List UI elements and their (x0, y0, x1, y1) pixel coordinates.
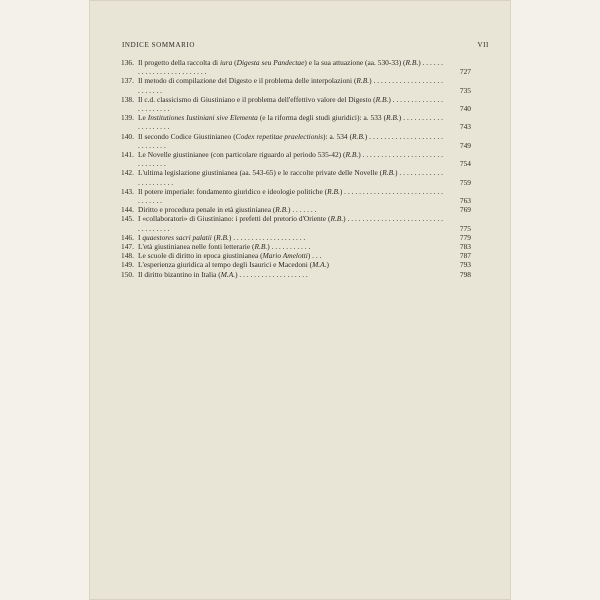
toc-entry-title: Il c.d. classicismo di Giustiniano e il problema dell'effettivo valore del Digesto (R.B.) . . . . . . . . . . . . . . . . . . . . . . . (138, 94, 443, 114)
toc-entry-title: Le Institutiones Iustiniani sive Elementa (e la riforma degli studi giuridici): a. 533 (R.B.) . . . . . . . . . . . . . . . . . . . . (138, 113, 443, 132)
toc-entry-page: 779 (459, 232, 471, 242)
toc-entry-page: 783 (459, 242, 471, 252)
toc-entry-page: 749 (459, 140, 471, 150)
toc-entry (121, 251, 471, 260)
toc-entry (121, 58, 471, 76)
toc-entry-title: Il potere imperiale: fondamento giuridico e ideologie politiche (R.B.) . . . . . . . . . . . . . . . . . . . . . . . . . . . . . . . . . . (138, 186, 443, 206)
toc-entry-number: 136. (121, 58, 134, 67)
toc-entry-page: 740 (459, 104, 471, 114)
toc-entry-page: 743 (459, 122, 471, 132)
toc-entry (121, 260, 471, 269)
toc-entry-page: 775 (459, 223, 471, 233)
toc-entry (121, 214, 471, 232)
toc-entry-title: L'esperienza giuridica al tempo degli Isaurici e Macedoni (M.A.) (138, 260, 329, 270)
table-of-contents (121, 58, 471, 279)
toc-entry-title: Diritto e procedura penale in età giustinianea (R.B.) . . . . . . . (138, 205, 317, 215)
toc-entry-number: 140. (121, 131, 134, 141)
toc-entry-title: Il progetto della raccolta di iura (Digesta seu Pandectae) e la sua attuazione (aa. 530-33) (R.B.) . . . . . . . . . . . . . . . . . . . . . . . . . (138, 58, 443, 77)
toc-entry-page: 759 (459, 177, 471, 187)
toc-entry (121, 270, 471, 279)
toc-entry-title: Il secondo Codice Giustinianeo (Codex repetitae praelectionis): a. 534 (R.B.) . . . . . . . . . . . . . . . . . . . . . . . . . . . . (138, 131, 443, 150)
toc-entry-number: 139. (121, 113, 134, 123)
toc-entry-page: 763 (459, 196, 471, 206)
toc-entry-page: 727 (459, 67, 471, 77)
toc-entry (121, 187, 471, 205)
toc-entry (121, 76, 471, 94)
toc-entry (121, 132, 471, 150)
toc-entry-number: 142. (121, 168, 134, 178)
toc-entry-page: 798 (459, 269, 471, 279)
toc-entry-title: I «collaboratori» di Giustiniano: i prefetti del pretorio d'Oriente (R.B.) . . . . . . . . . . . . . . . . . . . . . . . . . . . . . . . . . . . (138, 214, 443, 233)
toc-entry-title: Il diritto bizantino in Italia (M.A.) . . . . . . . . . . . . . . . . . . . (138, 269, 308, 279)
toc-entry-number: 148. (121, 251, 134, 261)
toc-entry (121, 113, 471, 131)
toc-entry-title: Le Novelle giustinianee (con particolare riguardo al periodo 535-42) (R.B.) . . . . . . . . . . . . . . . . . . . . . . . . . . . . . . (138, 150, 443, 169)
toc-entry (121, 150, 471, 168)
toc-entry-number: 138. (121, 94, 134, 104)
toc-entry-number: 144. (121, 205, 134, 215)
running-header (122, 41, 489, 49)
toc-entry-page: 735 (459, 85, 471, 95)
toc-entry-number: 149. (121, 260, 134, 270)
toc-entry-number: 141. (121, 150, 134, 160)
toc-entry-title: Le scuole di diritto in epoca giustinianea (Mario Amelotti) . . . (138, 251, 322, 261)
toc-entry-title: Il metodo di compilazione del Digesto e il problema delle interpolazioni (R.B.) . . . . . . . . . . . . . . . . . . . . . . . . . . (138, 76, 443, 95)
header-title: INDICE SOMMARIO (122, 41, 195, 49)
toc-entry-number: 137. (121, 76, 134, 86)
toc-entry-number: 146. (121, 232, 134, 242)
toc-entry-number: 145. (121, 214, 134, 224)
toc-entry-title: L'ultima legislazione giustinianea (aa. 543-65) e le raccolte private delle Novelle (R.B.) . . . . . . . . . . . . . . . . . . . . . . (138, 168, 443, 187)
toc-entry (121, 233, 471, 242)
toc-entry (121, 95, 471, 113)
toc-entry-number: 143. (121, 186, 134, 196)
book-page (89, 0, 511, 600)
toc-entry (121, 168, 471, 186)
toc-entry-page: 793 (459, 260, 471, 270)
toc-entry-page: 769 (459, 205, 471, 215)
toc-entry-title: I quaestores sacri palatii (R.B.) . . . . . . . . . . . . . . . . . . . . (138, 232, 306, 242)
toc-entry (121, 205, 471, 214)
toc-entry-title: L'età giustinianea nelle fonti letterarie (R.B.) . . . . . . . . . . . (138, 242, 311, 252)
toc-entry-number: 150. (121, 269, 134, 279)
toc-entry-page: 754 (459, 159, 471, 169)
toc-entry-page: 787 (459, 251, 471, 261)
toc-entry-number: 147. (121, 242, 134, 252)
toc-entry (121, 242, 471, 251)
header-page-number: VII (477, 41, 489, 49)
